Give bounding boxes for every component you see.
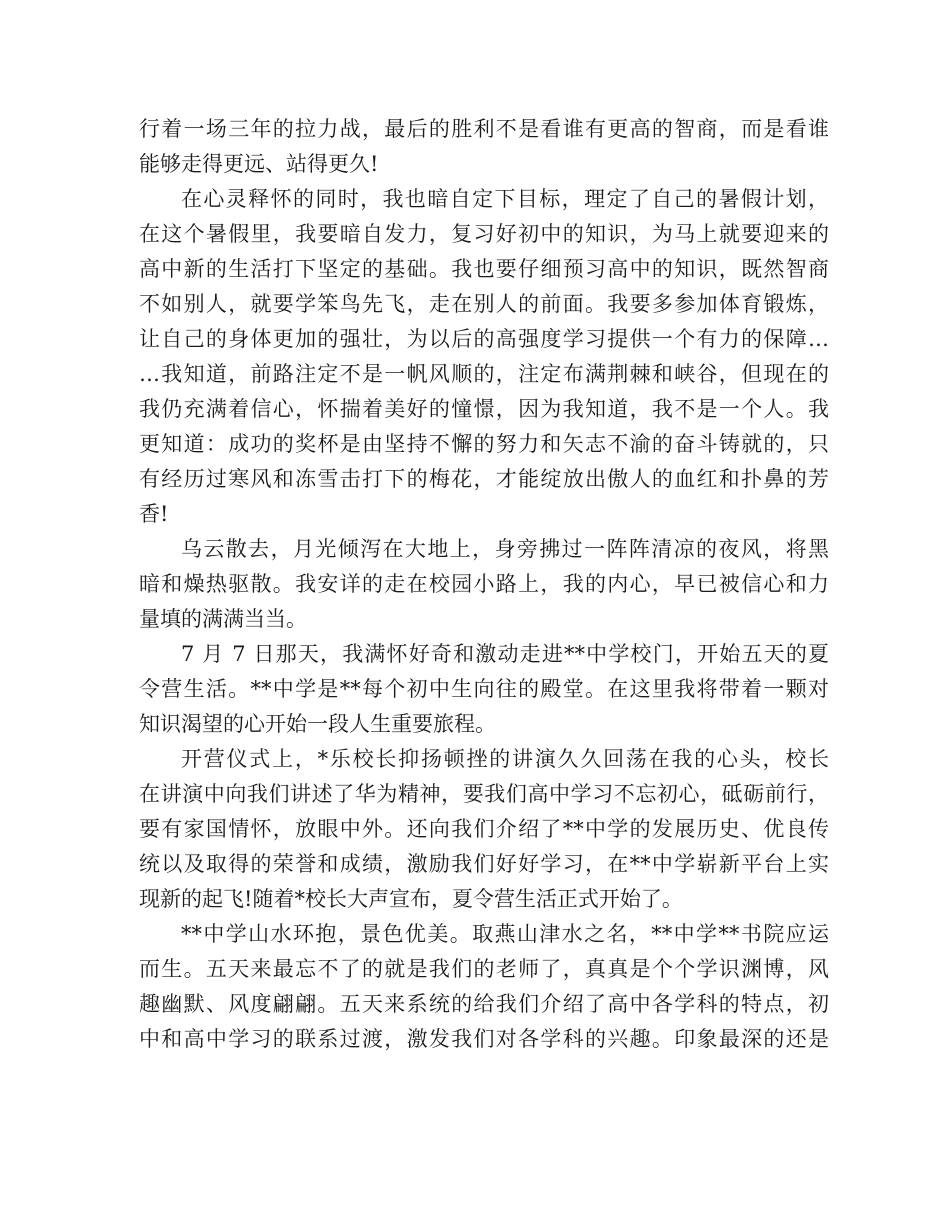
text-line: 高中新的生活打下坚定的基础。我也要仔细预习高中的知识，既然智商 [139,257,829,281]
text-line: 开营仪式上，*乐校长抑扬顿挫的讲演久久回荡在我的心头，校长 [181,747,829,771]
text-line: 量填的满满当当。 [139,607,307,631]
text-line: 令营生活。**中学是**每个初中生向往的殿堂。在这里我将带着一颗对 [139,677,829,701]
text-line: **中学山水环抱，景色优美。取燕山津水之名，**中学**书院应运 [181,922,829,946]
text-line: 而生。五天来最忘不了的就是我们的老师了，真真是个个学识渊博，风 [139,957,829,981]
text-line: 统以及取得的荣誉和成绩，激励我们好好学习，在**中学崭新平台上实 [139,852,829,876]
text-line: 7 月 7 日那天，我满怀好奇和激动走进**中学校门，开始五天的夏 [181,642,829,666]
text-line: 趣幽默、风度翩翩。五天来系统的给我们介绍了高中各学科的特点，初 [139,992,829,1016]
text-line: 暗和燥热驱散。我安详的走在校园小路上，我的内心，早已被信心和力 [139,572,829,596]
text-line: 在心灵释怀的同时，我也暗自定下目标，理定了自己的暑假计划， [181,187,829,211]
text-line: …我知道，前路注定不是一帆风顺的，注定布满荆棘和峡谷，但现在的 [139,362,829,386]
text-line: 有经历过寒风和冻雪击打下的梅花，才能绽放出傲人的血红和扑鼻的芳 [139,467,829,491]
paragraph [139,917,829,1057]
text-line: 知识渴望的心开始一段人生重要旅程。 [139,712,496,736]
paragraph [139,742,829,917]
paragraph [139,112,829,182]
text-line: 更知道：成功的奖杯是由坚持不懈的努力和矢志不渝的奋斗铸就的，只 [139,432,829,456]
text-line: 乌云散去，月光倾泻在大地上，身旁拂过一阵阵清凉的夜风，将黑 [181,537,829,561]
text-line: 让自己的身体更加的强壮，为以后的高强度学习提供一个有力的保障… [139,327,829,351]
text-line: 中和高中学习的联系过渡，激发我们对各学科的兴趣。印象最深的还是 [139,1027,829,1051]
paragraph [139,637,829,742]
text-line: 要有家国情怀，放眼中外。还向我们介绍了**中学的发展历史、优良传 [139,817,829,841]
text-line: 我仍充满着信心，怀揣着美好的憧憬，因为我知道，我不是一个人。我 [139,397,829,421]
paragraph [139,532,829,637]
paragraph [139,182,829,532]
text-line: 在讲演中向我们讲述了华为精神，要我们高中学习不忘初心，砥砺前行， [139,782,829,806]
text-line: 能够走得更远、站得更久! [139,152,379,176]
document-body [139,112,829,1057]
text-line: 在这个暑假里，我要暗自发力，复习好初中的知识，为马上就要迎来的 [139,222,829,246]
text-line: 香! [139,502,169,526]
text-line: 不如别人，就要学笨鸟先飞，走在别人的前面。我要多参加体育锻炼， [139,292,829,316]
text-line: 现新的起飞!随着*校长大声宣布，夏令营生活正式开始了。 [139,887,683,911]
text-line: 行着一场三年的拉力战，最后的胜利不是看谁有更高的智商，而是看谁 [139,117,829,141]
